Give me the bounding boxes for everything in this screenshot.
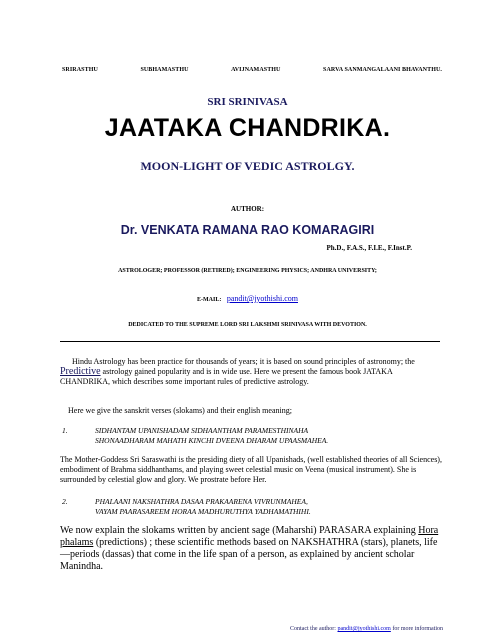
verse-1 <box>62 426 442 446</box>
blessing-3: AVIJNAMASTHU <box>231 67 281 73</box>
document-subtitle: MOON-LIGHT OF VEDIC ASTROLGY. <box>140 159 355 173</box>
verse-2 <box>62 497 442 517</box>
saraswathi-paragraph: The Mother-Goddess Sri Saraswathi is the presiding diety of all Upanishads, (well established theories of all Sciences), embodiment of Brahma siddhanthams, and playing sweet celestial music on Veena (musical instrument). She is surrounded by celestial glow and glory. We prostrate before Her. <box>60 455 442 484</box>
dedication: DEDICATED TO THE SUPREME LORD SRI LAKSHMI SRINIVASA WITH DEVOTION. <box>128 322 367 328</box>
intro-paragraph <box>60 357 442 387</box>
verse-line: SIDHANTAM UPANISHADAM SIDHAANTHAM PARAMESTHINAHA <box>95 426 309 435</box>
blessings-line <box>62 67 442 73</box>
verse-text <box>95 497 442 517</box>
document-title: JAATAKA CHANDRIKA. <box>104 114 391 142</box>
author-label: AUTHOR: <box>230 205 265 213</box>
explanation-text-2: (predictions) ; these scientific methods based on NAKSHATHRA (stars), planets, life—periods (dassas) that come in the life span of a person, as explained by ancient scholar Manindha. <box>60 537 438 572</box>
page-footer <box>290 626 443 632</box>
footer-email-link[interactable]: pandit@jyothishi.com <box>337 626 391 632</box>
author-qualifications: Ph.D., F.A.S., F.I.E., F.Inst.P. <box>326 244 412 252</box>
verses-intro-paragraph: Here we give the sanskrit verses (slokams) and their english meaning; <box>68 406 292 415</box>
subtitle-top: SRI SRINIVASA <box>207 96 288 108</box>
verse-number: 2. <box>62 497 68 506</box>
explanation-paragraph <box>60 525 442 573</box>
horizontal-rule <box>60 341 440 342</box>
footer-suffix: for more information <box>390 626 443 632</box>
verse-line: PHALAANI NAKSHATHRA DASAA PRAKAARENA VIVRUNMAHEA, <box>95 497 308 506</box>
hora-phalams-link[interactable]: Hora phalams <box>60 525 439 548</box>
intro-text-1: Hindu Astrology has been practice for thousands of years; it is based on sound principles of astronomy; the <box>72 357 415 366</box>
explanation-text-1: We now explain the slokams written by ancient sage (Maharshi) PARASARA explaining <box>60 525 419 536</box>
author-affiliation: ASTROLOGER; PROFESSOR (RETIRED); ENGINEERING PHYSICS; ANDHRA UNIVERSITY; <box>118 268 377 274</box>
email-line <box>0 294 495 303</box>
verse-line: SHONAADHARAM MAHATH KINCHI DVEENA DHARAM UPAASMAHEA. <box>95 436 329 445</box>
predictive-link[interactable]: Predictive <box>60 366 101 377</box>
blessing-2: SUBHAMASTHU <box>140 67 189 73</box>
blessing-1: SRIRASTHU <box>62 67 98 73</box>
verse-line: VAYAM PAARASAREEM HORAA MADHURUTHYA YADHAMATHIHI. <box>95 507 311 516</box>
verse-number: 1. <box>62 426 68 435</box>
intro-text-2: astrology gained popularity and is in wide use. Here we present the famous book JATAKA CHANDRIKA, which describes some important rules of predictive astrology. <box>60 367 393 386</box>
author-name: Dr. VENKATA RAMANA RAO KOMARAGIRI <box>120 223 375 237</box>
email-label: E-MAIL: <box>197 297 222 303</box>
footer-prefix: Contact the author: <box>289 626 338 632</box>
email-link[interactable]: pandit@jyothishi.com <box>226 294 298 303</box>
blessing-4: SARVA SANMANGALAANI BHAVANTHU. <box>323 67 442 73</box>
verse-text <box>95 426 442 446</box>
